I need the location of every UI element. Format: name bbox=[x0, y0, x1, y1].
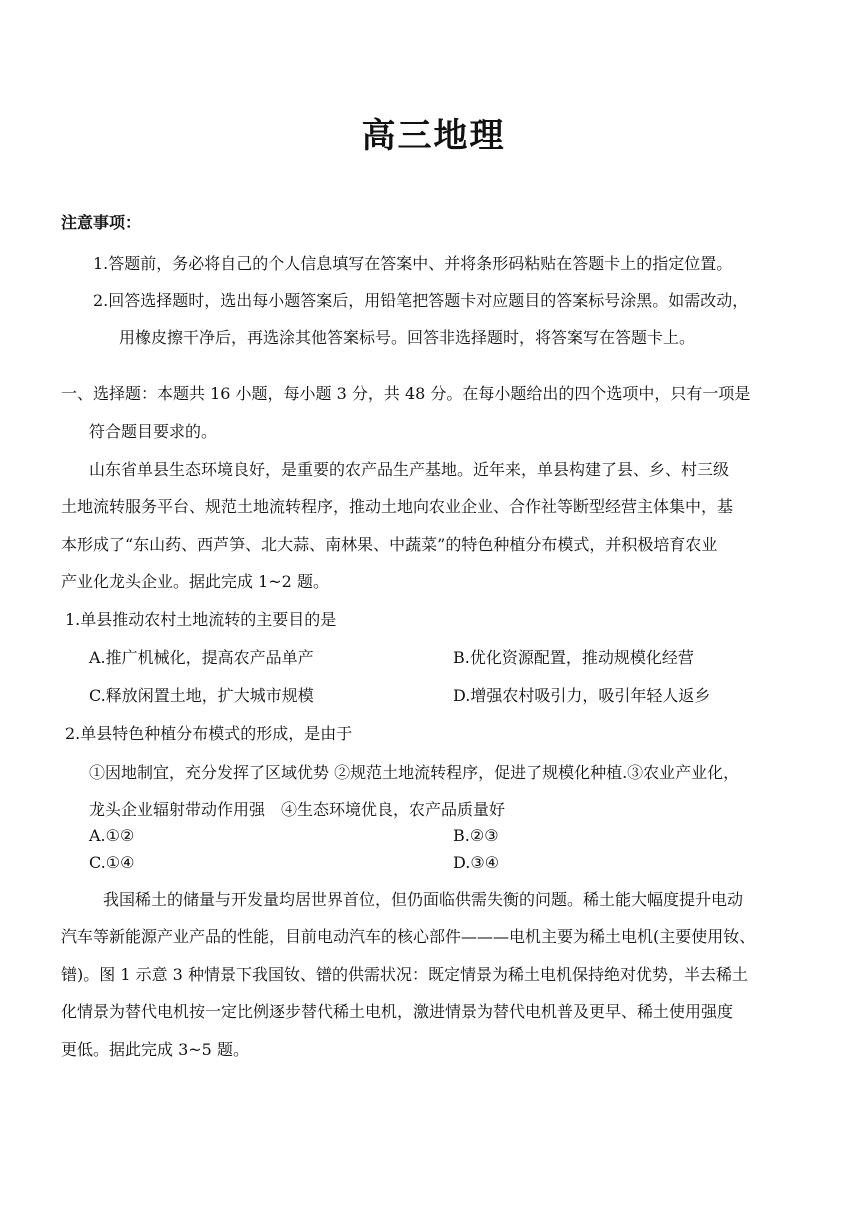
question-1-option-b: B.优化资源配置，推动规模化经营 bbox=[453, 648, 694, 667]
question-2-option-d: D.③④ bbox=[453, 853, 500, 872]
passage-2-line-5: 更低。据此完成 3~5 题。 bbox=[61, 1040, 249, 1059]
question-1-stem: 1.单县推动农村土地流转的主要目的是 bbox=[65, 610, 337, 629]
question-2-statements-line-1: ①因地制宜，充分发挥了区域优势 ②规范土地流转程序，促进了规模化种植.③农业产业化， bbox=[89, 763, 740, 782]
passage-2-line-4: 化情景为替代电机按一定比例逐步替代稀土电机，激进情景为替代电机普及更早、稀土使用强度 bbox=[61, 1002, 734, 1021]
section-1-heading-line-2: 符合题目要求的。 bbox=[89, 422, 218, 441]
notice-item-2-line-2: 用橡皮擦干净后，再选涂其他答案标号。回答非选择题时，将答案写在答题卡上。 bbox=[119, 328, 696, 347]
passage-2-line-2: 汽车等新能源产业产品的性能，目前电动汽车的核心部件———电机主要为稀土电机(主要使用钕、 bbox=[61, 927, 756, 946]
passage-1-line-1: 山东省单县生态环境良好，是重要的农产品生产基地。近年来，单县构建了县、乡、村三级 bbox=[89, 460, 730, 479]
question-2-option-c: C.①④ bbox=[89, 853, 135, 872]
question-1-option-a: A.推广机械化，提高农产品单产 bbox=[89, 648, 314, 667]
passage-2-line-1: 我国稀土的储量与开发量均居世界首位，但仍面临供需失衡的问题。稀土能大幅度提升电动 bbox=[103, 890, 744, 909]
question-1-option-c: C.释放闲置土地，扩大城市规模 bbox=[89, 686, 314, 705]
question-2-option-b: B.②③ bbox=[453, 826, 499, 845]
passage-1-line-3: 本形成了“东山药、西芦笋、北大蒜、南林果、中蔬菜”的特色种植分布模式，并积极培育农业 bbox=[61, 535, 718, 554]
passage-1-line-4: 产业化龙头企业。据此完成 1~2 题。 bbox=[61, 572, 329, 591]
notice-item-2-line-1: 2.回答选择题时，选出每小题答案后，用铅笔把答题卡对应题目的答案标号涂黑。如需改动， bbox=[93, 291, 749, 310]
page-title: 高三地理 bbox=[361, 116, 506, 156]
question-2-stem: 2.单县特色种植分布模式的形成，是由于 bbox=[65, 724, 353, 743]
passage-2-line-3: 镨)。图 1 示意 3 种情景下我国钕、镨的供需状况：既定情景为稀土电机保持绝对优势，半去稀土 bbox=[61, 965, 748, 984]
question-1-option-d: D.增强农村吸引力，吸引年轻人返乡 bbox=[453, 686, 711, 705]
section-1-heading-line-1: 一、选择题：本题共 16 小题，每小题 3 分，共 48 分。在每小题给出的四个选项中，只有一项是 bbox=[61, 384, 751, 403]
notice-item-1: 1.答题前，务必将自己的个人信息填写在答案中、并将条形码粘贴在答题卡上的指定位置。 bbox=[93, 254, 733, 273]
notice-heading: 注意事项： bbox=[61, 213, 142, 232]
passage-1-line-2: 土地流转服务平台、规范土地流转程序，推动土地向农业企业、合作社等断型经营主体集中，基 bbox=[61, 497, 734, 516]
question-2-option-a: A.①② bbox=[89, 826, 135, 845]
question-2-statements-line-2: 龙头企业辐射带动作用强 ④生态环境优良，农产品质量好 bbox=[89, 800, 506, 819]
